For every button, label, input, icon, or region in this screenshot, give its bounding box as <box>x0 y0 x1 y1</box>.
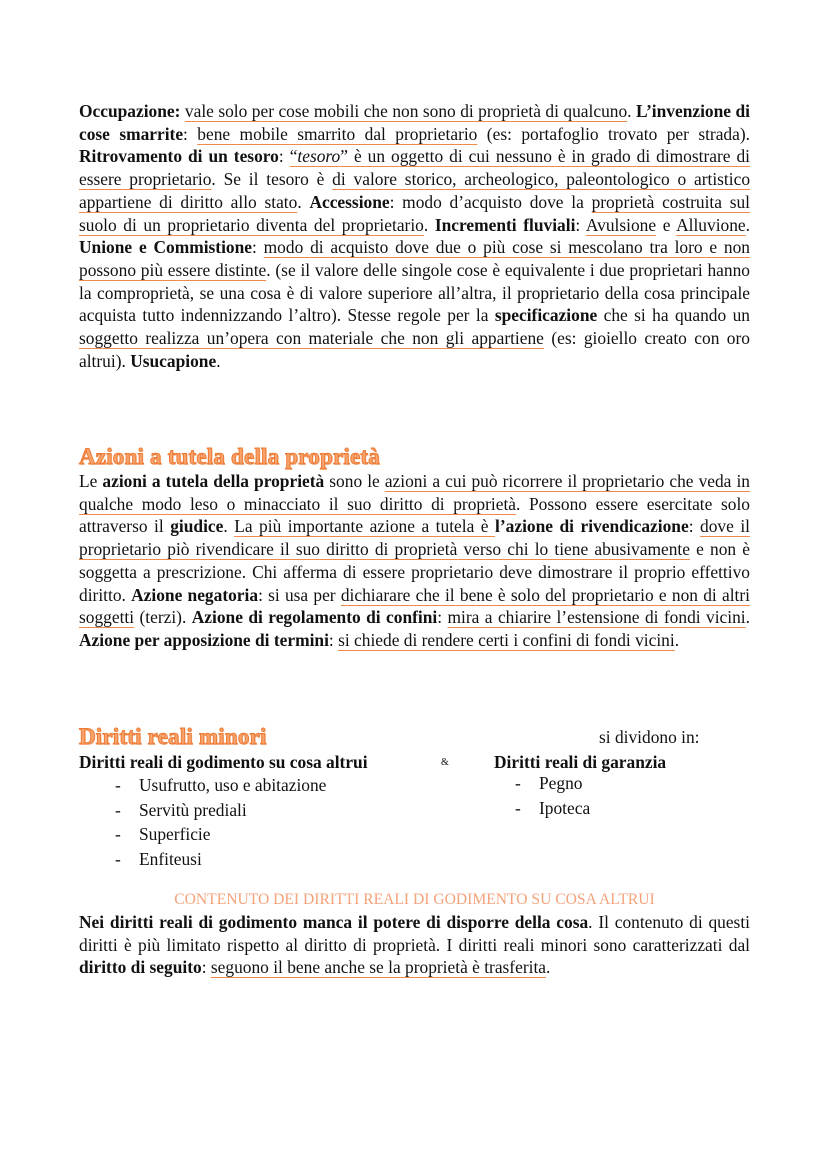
underlined-text: dove il proprietario piò rivendicare il suo diritto di proprietà verso chi lo tiene abusivamente <box>79 516 750 560</box>
bold-term: Unione e Commistione <box>79 237 253 258</box>
text-run: : <box>183 123 198 144</box>
section-diritti-reali-minori <box>79 724 750 874</box>
paragraph-contenuto <box>79 911 750 979</box>
bold-term: specificazione <box>494 305 598 326</box>
subheading-contenuto: CONTENUTO DEI DIRITTI REALI DI GODIMENTO SU COSA ALTRUI <box>174 891 655 908</box>
list-item <box>515 771 590 796</box>
text-run: . Possono essere esercitate solo attraverso il <box>79 493 750 537</box>
text-run: : si usa per <box>258 584 341 605</box>
underlined-text: Avulsione <box>585 214 657 235</box>
section-contenuto <box>79 890 750 979</box>
paragraph-acquisto <box>79 100 750 372</box>
list-item <box>115 798 326 823</box>
bold-term: azioni a tutela della proprietà <box>102 471 325 491</box>
dash-bullet-icon: - <box>515 797 521 818</box>
section-azioni-tutela <box>79 444 750 652</box>
dash-bullet-icon: - <box>115 799 121 820</box>
text-run: . <box>745 214 750 235</box>
bold-term: Incrementi fluviali <box>434 214 576 235</box>
text-run: (es: portafoglio trovato per strada). <box>477 123 750 144</box>
text-run: . <box>216 350 221 371</box>
text-run: . <box>223 516 235 537</box>
underlined-text: si chiede di rendere certi i confini di fondi vicini <box>338 629 675 650</box>
list-item <box>115 822 326 847</box>
text-run: Le <box>79 471 103 491</box>
text-run: : <box>252 237 264 258</box>
list-item <box>115 847 326 872</box>
list-item-label: Superficie <box>139 824 211 844</box>
list-item-label: Ipoteca <box>539 797 591 818</box>
underlined-text: modo di acquisto dove due o più cose si mescolano tra loro e non possono più essere distinte <box>79 237 750 280</box>
underlined-text: soggetto realizza un’opera con materiale che non gli appartiene <box>79 328 544 349</box>
dash-bullet-icon: - <box>115 824 121 844</box>
text-run: : <box>437 607 448 628</box>
text-run: . <box>546 957 551 978</box>
heading-azioni-tutela: Azioni a tutela della proprietà <box>79 444 380 469</box>
dash-bullet-icon: - <box>115 848 121 869</box>
garanzia-title: Diritti reali di garanzia <box>494 752 667 772</box>
underlined-text: seguono il bene anche se la proprietà è trasferita <box>210 957 546 978</box>
text-run: . <box>674 629 680 650</box>
text-run: che si ha quando un <box>597 305 750 326</box>
text-run: : <box>575 214 586 235</box>
underlined-text: di valore storico, archeologico, paleontologico o artistico appartiene di diritto allo stato <box>79 169 751 212</box>
text-run: : <box>278 146 290 167</box>
text-run: (terzi). <box>134 607 192 628</box>
paragraph-azioni <box>79 470 750 652</box>
section-modi-di-acquisto <box>79 100 750 372</box>
bold-term: Azione per apposizione di termini <box>79 629 329 650</box>
text-run: . <box>297 191 310 212</box>
bold-term: Ritrovamento di un tesoro <box>79 146 279 167</box>
text-run: . <box>423 214 435 235</box>
bold-term: Usucapione <box>130 350 217 371</box>
ampersand-connector: & <box>441 757 449 768</box>
text-run: . <box>627 101 636 121</box>
underlined-text: tesoro <box>297 146 341 167</box>
text-run: . Se il tesoro è <box>211 169 333 190</box>
text-run: e <box>656 214 677 235</box>
underlined-text: La più importante azione a tutela è <box>234 516 496 537</box>
underlined-text: vale solo per cose mobili che non sono di proprietà di qualcuno <box>184 101 628 121</box>
heading-diritti-reali-minori: Diritti reali minori <box>79 724 267 749</box>
text-run: : <box>688 516 701 537</box>
list-item-label: Enfiteusi <box>139 848 202 869</box>
bold-term: Nei diritti reali di godimento manca il potere di disporre della cosa <box>79 912 589 932</box>
underlined-text: ” è un oggetto di cui nessuno è in grado di dimostrare di essere proprietario <box>79 146 750 190</box>
underlined-text: bene mobile smarrito dal proprietario <box>197 123 478 144</box>
underlined-text: “ <box>289 146 298 167</box>
text-run: sono le <box>324 471 385 491</box>
text-run: : <box>201 957 211 978</box>
bold-term: Accessione <box>309 191 390 212</box>
underlined-text: mira a chiarire l’estensione di fondi vicini <box>447 607 746 628</box>
dash-bullet-icon: - <box>515 773 521 793</box>
list-item-label: Servitù prediali <box>139 799 247 820</box>
underlined-text: dichiarare che il bene è solo del proprietario e non di altri soggetti <box>79 584 750 628</box>
list-item-label: Pegno <box>539 773 583 793</box>
text-run: : <box>328 629 339 650</box>
list-item-label: Usufrutto, uso e abitazione <box>139 775 327 795</box>
bold-term: Occupazione: <box>79 101 181 121</box>
text-run: . (se il valore delle singole cose è equivalente i due proprietari hanno la comproprietà, se una cosa è di valore superiore all’altra, il proprietario della cosa principale acquista tutto indennizzando l’altro). Stesse regole per la <box>79 259 750 326</box>
underlined-text: azioni a cui può ricorrere il proprietario che veda in qualche modo leso o minacciato il suo diritto di proprietà <box>79 471 750 514</box>
bold-term: diritto di seguito <box>79 957 202 978</box>
bold-term: l’azione di rivendicazione <box>495 516 689 537</box>
bold-term: L’invenzione di cose smarrite <box>79 101 750 144</box>
list-item <box>115 773 326 798</box>
dash-bullet-icon: - <box>115 775 121 795</box>
godimento-title: Diritti reali di godimento su cosa altrui <box>79 752 368 772</box>
text-run: . Il contenuto di questi diritti è più limitato rispetto al diritto di proprietà. I diritti reali minori sono caratterizzati dal <box>79 912 750 955</box>
bold-term: Azione negatoria <box>131 584 259 605</box>
text-run: : modo d’acquisto dove la <box>389 191 592 212</box>
text-run: . <box>745 607 750 628</box>
text-run: e non è soggetta a prescrizione. Chi afferma di essere proprietario deve dimostrare il proprio effettivo diritto. <box>79 539 750 605</box>
bold-term: Azione di regolamento di confini <box>191 607 438 628</box>
list-item <box>515 796 590 821</box>
text-run: (es: gioiello creato con oro altrui). <box>79 328 750 371</box>
intro-text: si dividono in: <box>599 727 700 747</box>
underlined-text: Alluvione <box>676 214 746 235</box>
bold-term: giudice <box>170 516 224 537</box>
underlined-text: proprietà costruita sul suolo di un proprietario diventa del proprietario <box>79 191 750 235</box>
garanzia-list <box>515 771 590 820</box>
godimento-list <box>115 773 326 871</box>
